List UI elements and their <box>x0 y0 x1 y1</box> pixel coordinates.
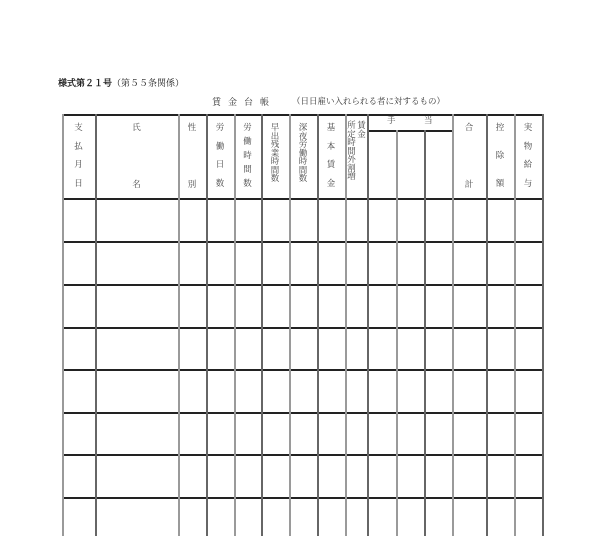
table-cell-allowance_2[interactable] <box>398 371 424 412</box>
header-char: 時 <box>270 157 280 167</box>
table-cell-total[interactable] <box>454 499 486 536</box>
table-cell-allowance_2[interactable] <box>398 200 424 241</box>
table-cell-allowance_2[interactable] <box>398 499 424 536</box>
header-deductions <box>486 124 514 188</box>
table-cell-in_kind[interactable] <box>516 371 542 412</box>
table-cell-work_days[interactable] <box>208 286 234 327</box>
table-cell-base_wage[interactable] <box>319 200 345 241</box>
table-cell-gender[interactable] <box>180 456 206 497</box>
header-in-kind <box>514 124 542 188</box>
header-gender-top: 性 <box>187 123 197 133</box>
table-cell-total[interactable] <box>454 243 486 284</box>
table-cell-gender[interactable] <box>180 243 206 284</box>
table-cell-in_kind[interactable] <box>516 200 542 241</box>
header-char: 所 <box>347 121 356 131</box>
table-cell-name[interactable] <box>97 499 178 536</box>
header-night-hours <box>289 124 317 188</box>
table-cell-deductions[interactable] <box>488 243 514 284</box>
table-top-border <box>62 114 544 116</box>
header-char: 時 <box>243 150 252 161</box>
header-char: 定 <box>347 129 356 140</box>
table-cell-base_wage[interactable] <box>319 243 345 284</box>
header-char: 月 <box>74 160 83 170</box>
table-cell-total[interactable] <box>454 200 486 241</box>
header-char: 給 <box>523 160 533 170</box>
table-cell-total[interactable] <box>454 456 486 497</box>
table-cell-base_wage[interactable] <box>319 414 345 454</box>
header-total-bottom: 計 <box>464 180 474 190</box>
table-cell-overtime_hours[interactable] <box>263 243 289 284</box>
table-cell-work_hours[interactable] <box>236 329 261 369</box>
table-cell-allowance_3[interactable] <box>426 286 452 327</box>
table-cell-allowance_3[interactable] <box>426 499 452 536</box>
table-cell-base_wage[interactable] <box>319 456 345 497</box>
table-cell-allowance_3[interactable] <box>426 243 452 284</box>
document-subtitle: （日日雇い入れられる者に対するもの） <box>292 97 446 107</box>
table-cell-total[interactable] <box>454 286 486 327</box>
header-char: 割 <box>347 163 356 174</box>
table-cell-allowance_2[interactable] <box>398 456 424 497</box>
table-cell-work_hours[interactable] <box>236 286 261 327</box>
table-cell-gender[interactable] <box>180 329 206 369</box>
table-cell-allowance_1[interactable] <box>369 200 396 241</box>
table-cell-overtime_hours[interactable] <box>263 456 289 497</box>
header-char: 労 <box>243 123 252 133</box>
table-cell-work_days[interactable] <box>208 414 234 454</box>
table-cell-payday[interactable] <box>64 200 95 241</box>
table-cell-base_wage[interactable] <box>319 371 345 412</box>
header-char: 金 <box>326 178 336 189</box>
header-char: 数 <box>270 174 280 184</box>
table-cell-base_wage[interactable] <box>319 329 345 369</box>
table-cell-payday[interactable] <box>64 286 95 327</box>
table-cell-deductions[interactable] <box>488 329 514 369</box>
table-cell-overtime_hours[interactable] <box>263 499 289 536</box>
header-char: 間 <box>243 164 252 175</box>
table-cell-overtime_hours[interactable] <box>263 286 289 327</box>
table-cell-name[interactable] <box>97 456 178 497</box>
table-cell-work_days[interactable] <box>208 200 234 241</box>
table-cell-overtime_premium[interactable] <box>347 243 367 284</box>
header-payday <box>62 124 95 188</box>
form-number: 様式第２１号 <box>58 79 113 89</box>
table-cell-night_hours[interactable] <box>291 200 317 241</box>
table-cell-in_kind[interactable] <box>516 286 542 327</box>
table-cell-work_hours[interactable] <box>236 243 261 284</box>
header-char: 基 <box>326 123 336 133</box>
header-total-top: 合 <box>464 123 474 133</box>
table-cell-allowance_1[interactable] <box>369 243 396 284</box>
table-cell-base_wage[interactable] <box>319 499 345 536</box>
header-overtime-hours <box>261 124 289 188</box>
table-cell-overtime_premium[interactable] <box>347 329 367 369</box>
header-char: 間 <box>347 146 356 157</box>
table-cell-overtime_premium[interactable] <box>347 371 367 412</box>
table-cell-work_hours[interactable] <box>236 200 261 241</box>
header-char: 残 <box>270 140 280 150</box>
header-char: 働 <box>243 136 252 147</box>
table-cell-payday[interactable] <box>64 329 95 369</box>
table-cell-name[interactable] <box>97 286 178 327</box>
table-cell-name[interactable] <box>97 371 178 412</box>
header-char: 出 <box>270 131 280 142</box>
table-cell-allowance_3[interactable] <box>426 200 452 241</box>
table-cell-work_days[interactable] <box>208 371 234 412</box>
table-cell-allowance_1[interactable] <box>369 286 396 327</box>
table-cell-allowance_1[interactable] <box>369 414 396 454</box>
table-cell-name[interactable] <box>97 200 178 241</box>
table-cell-overtime_hours[interactable] <box>263 200 289 241</box>
header-char: 間 <box>298 165 308 176</box>
table-cell-payday[interactable] <box>64 414 95 454</box>
table-cell-work_days[interactable] <box>208 329 234 369</box>
table-cell-overtime_premium[interactable] <box>347 499 367 536</box>
header-work-hours <box>234 124 261 188</box>
table-cell-allowance_3[interactable] <box>426 414 452 454</box>
header-char: 早 <box>270 123 280 133</box>
header-char: 賃 <box>357 121 366 131</box>
table-cell-gender[interactable] <box>180 286 206 327</box>
header-char: 実 <box>523 123 533 133</box>
table-cell-allowance_3[interactable] <box>426 456 452 497</box>
header-char: 働 <box>298 148 308 159</box>
table-cell-work_hours[interactable] <box>236 414 261 454</box>
table-cell-night_hours[interactable] <box>291 371 317 412</box>
table-cell-in_kind[interactable] <box>516 329 542 369</box>
table-cell-total[interactable] <box>454 371 486 412</box>
header-char: 除 <box>495 150 505 161</box>
header-char: 支 <box>74 123 83 133</box>
document-title: 賃金台帳 <box>212 98 277 108</box>
table-cell-night_hours[interactable] <box>291 329 317 369</box>
header-name-bottom: 名 <box>132 180 141 190</box>
table-cell-overtime_hours[interactable] <box>263 329 289 369</box>
header-char: 数 <box>215 178 225 189</box>
table-cell-overtime_premium[interactable] <box>347 286 367 327</box>
table-cell-allowance_2[interactable] <box>398 286 424 327</box>
header-char: 数 <box>243 178 252 189</box>
table-cell-allowance_1[interactable] <box>369 329 396 369</box>
table-cell-total[interactable] <box>454 414 486 454</box>
header-char: 働 <box>215 141 225 152</box>
table-cell-allowance_2[interactable] <box>398 329 424 369</box>
allowance-group-label-2: 当 <box>424 116 433 126</box>
table-cell-gender[interactable] <box>180 200 206 241</box>
table-cell-work_hours[interactable] <box>236 499 261 536</box>
header-char: 外 <box>347 155 356 165</box>
table-cell-deductions[interactable] <box>488 414 514 454</box>
table-cell-night_hours[interactable] <box>291 414 317 454</box>
table-cell-overtime_premium[interactable] <box>347 456 367 497</box>
table-cell-deductions[interactable] <box>488 286 514 327</box>
table-cell-work_days[interactable] <box>208 499 234 536</box>
table-cell-name[interactable] <box>97 243 178 284</box>
header-char: 控 <box>495 123 505 133</box>
table-cell-overtime_hours[interactable] <box>263 371 289 412</box>
table-cell-payday[interactable] <box>64 456 95 497</box>
table-cell-base_wage[interactable] <box>319 286 345 327</box>
header-char: 払 <box>74 141 83 152</box>
table-cell-allowance_3[interactable] <box>426 371 452 412</box>
table-cell-payday[interactable] <box>64 499 95 536</box>
header-char: 賃 <box>326 160 336 170</box>
table-cell-night_hours[interactable] <box>291 499 317 536</box>
table-cell-payday[interactable] <box>64 371 95 412</box>
table-cell-deductions[interactable] <box>488 371 514 412</box>
header-premium-col2 <box>356 122 367 145</box>
header-char: 物 <box>523 141 533 152</box>
table-cell-allowance_1[interactable] <box>369 456 396 497</box>
header-char: 業 <box>270 148 280 159</box>
column-divider <box>542 114 544 536</box>
table-cell-total[interactable] <box>454 329 486 369</box>
table-cell-overtime_premium[interactable] <box>347 414 367 454</box>
table-cell-name[interactable] <box>97 414 178 454</box>
header-char: 日 <box>74 178 83 189</box>
header-char: 夜 <box>298 131 308 142</box>
table-cell-allowance_2[interactable] <box>398 243 424 284</box>
table-cell-in_kind[interactable] <box>516 456 542 497</box>
table-cell-work_hours[interactable] <box>236 371 261 412</box>
header-char: 労 <box>298 140 308 150</box>
header-name-top: 氏 <box>132 123 141 133</box>
allowance-group-label-1: 手 <box>387 116 396 126</box>
header-char: 与 <box>523 178 533 189</box>
header-char: 本 <box>326 141 336 152</box>
table-cell-allowance_1[interactable] <box>369 371 396 412</box>
header-gender-bottom: 別 <box>187 180 197 190</box>
table-cell-overtime_hours[interactable] <box>263 414 289 454</box>
table-cell-work_days[interactable] <box>208 456 234 497</box>
table-cell-work_days[interactable] <box>208 243 234 284</box>
table-cell-deductions[interactable] <box>488 456 514 497</box>
table-cell-payday[interactable] <box>64 243 95 284</box>
table-cell-deductions[interactable] <box>488 499 514 536</box>
header-char: 間 <box>270 165 280 176</box>
table-cell-in_kind[interactable] <box>516 499 542 536</box>
table-cell-night_hours[interactable] <box>291 243 317 284</box>
header-char: 時 <box>298 157 308 167</box>
table-cell-night_hours[interactable] <box>291 456 317 497</box>
header-char: 時 <box>347 138 356 148</box>
form-number-line <box>58 76 184 89</box>
allowance-group-divider <box>367 130 452 132</box>
table-cell-night_hours[interactable] <box>291 286 317 327</box>
header-char: 労 <box>215 123 225 133</box>
header-work-days <box>206 124 234 188</box>
form-reference: （第５５条関係） <box>112 79 185 89</box>
table-cell-allowance_3[interactable] <box>426 329 452 369</box>
header-char: 増 <box>347 172 356 182</box>
header-char: 金 <box>357 129 366 140</box>
header-char: 額 <box>495 178 505 189</box>
header-base-wage <box>317 124 345 188</box>
table-cell-allowance_1[interactable] <box>369 499 396 536</box>
table-cell-in_kind[interactable] <box>516 243 542 284</box>
table-cell-name[interactable] <box>97 329 178 369</box>
table-cell-gender[interactable] <box>180 414 206 454</box>
table-cell-gender[interactable] <box>180 499 206 536</box>
header-char: 数 <box>298 174 308 184</box>
table-cell-allowance_2[interactable] <box>398 414 424 454</box>
header-char: 日 <box>215 160 225 170</box>
header-char: 深 <box>298 123 308 133</box>
table-cell-deductions[interactable] <box>488 200 514 241</box>
table-cell-work_hours[interactable] <box>236 456 261 497</box>
table-cell-overtime_premium[interactable] <box>347 200 367 241</box>
table-cell-in_kind[interactable] <box>516 414 542 454</box>
table-cell-gender[interactable] <box>180 371 206 412</box>
